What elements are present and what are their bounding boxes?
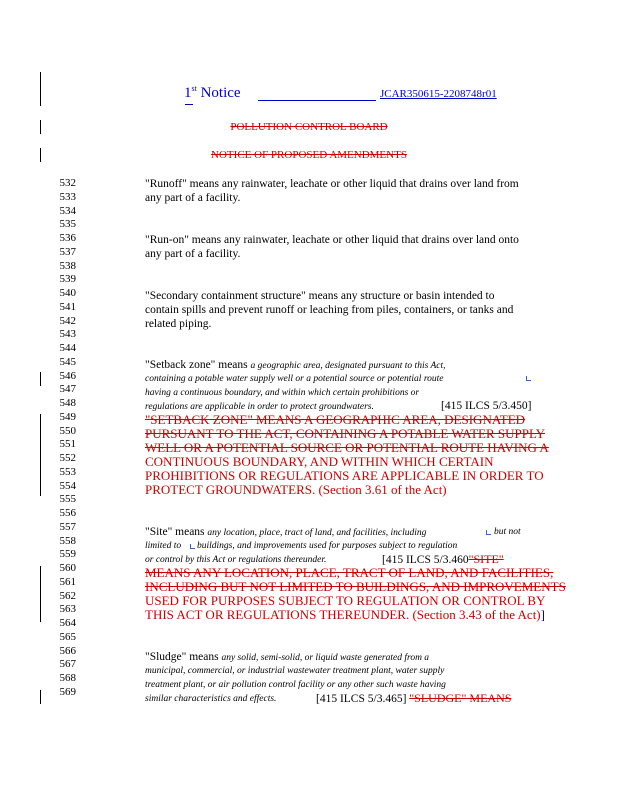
setback-line-1	[145, 358, 446, 373]
line-number: 566	[59, 644, 76, 657]
setback-text-1: CONTINUOUS BOUNDARY, AND WITHIN WHICH CERTAIN	[145, 454, 494, 469]
line-number: 550	[59, 424, 76, 437]
line-number: 535	[59, 218, 76, 231]
site-text-2-body: THIS ACT OR REGULATIONS THEREUNDER. (Section 3.43 of the Act)	[145, 607, 541, 622]
sludge-citation	[316, 691, 511, 706]
runoff-line-1: "Runoff" means any rainwater, leachate or other liquid that drains over land from	[145, 178, 519, 190]
line-number: 534	[59, 204, 76, 217]
sludge-inserted-3: treatment plant, or air pollution control facility or any other such waste having	[145, 680, 446, 690]
revision-mark	[190, 544, 195, 549]
site-inserted-3: or control by this Act or regulations thereunder.	[145, 555, 327, 565]
notice-heading	[184, 84, 241, 102]
line-number: 553	[59, 465, 76, 478]
line-number: 552	[59, 452, 76, 464]
line-number: 539	[59, 273, 76, 286]
revision-mark	[526, 376, 531, 381]
site-text-2	[145, 608, 545, 622]
line-number: 548	[59, 397, 76, 409]
site-inserted-2a: limited to	[145, 541, 182, 551]
sludge-deleted-1: "SLUDGE" MEANS	[409, 691, 512, 705]
setback-inserted-4: regulations are applicable in order to protect groundwaters.	[145, 402, 374, 412]
line-number: 540	[59, 287, 76, 299]
line-number: 543	[59, 328, 76, 341]
setback-deleted-1: "SETBACK ZONE" MEANS A GEOGRAPHIC AREA, DESIGNATED	[145, 412, 526, 427]
runon-line-1: "Run-on" means any rainwater, leachate or other liquid that drains over land onto	[145, 234, 519, 246]
line-number: 561	[59, 575, 76, 588]
notice-word: Notice	[200, 85, 241, 101]
line-number: 557	[59, 520, 76, 533]
site-line-1	[145, 525, 426, 540]
sludge-line-1	[145, 650, 429, 665]
change-bar	[40, 372, 41, 386]
site-inserted-1b: but not	[494, 527, 521, 537]
line-number: 532	[59, 177, 76, 189]
site-citation-text: [415 ILCS 5/3.460	[382, 554, 469, 566]
line-number: 537	[59, 245, 76, 258]
runoff-line-2: any part of a facility.	[145, 192, 241, 204]
line-number: 545	[59, 355, 76, 368]
notice-sup: st	[191, 84, 197, 93]
change-bar	[40, 414, 41, 496]
sludge-inserted-1: any solid, semi-solid, or liquid waste generated from a	[221, 653, 430, 663]
setback-text-3: PROTECT GROUNDWATERS. (Section 3.61 of the Act)	[145, 482, 447, 497]
line-number: 533	[59, 190, 76, 203]
secondary-line-1: "Secondary containment structure" means any structure or basin intended to	[145, 290, 495, 302]
secondary-line-3: related piping.	[145, 318, 212, 330]
header-underline	[185, 104, 193, 105]
line-number: 567	[59, 658, 76, 671]
line-number: 546	[59, 369, 76, 382]
jcar-id: JCAR350615-2208748r01	[380, 88, 497, 100]
line-number: 542	[59, 314, 76, 327]
line-number: 536	[59, 232, 76, 244]
site-deleted-1: MEANS ANY LOCATION, PLACE, TRACT OF LAND, AND FACILITIES,	[145, 565, 554, 580]
setback-term: "Setback zone" means	[145, 359, 251, 371]
notice-title: NOTICE OF PROPOSED AMENDMENTS	[211, 149, 407, 161]
line-number: 562	[59, 589, 76, 602]
line-number: 558	[59, 534, 76, 547]
site-text-1: USED FOR PURPOSES SUBJECT TO REGULATION OR CONTROL BY	[145, 593, 546, 608]
line-number: 559	[59, 548, 76, 561]
site-inserted-1: any location, place, tract of land, and facilities, including	[207, 528, 427, 538]
line-number: 544	[59, 342, 76, 354]
site-deleted-0: "SITE"	[468, 552, 504, 566]
setback-deleted-2: PURSUANT TO THE ACT, CONTAINING A POTABLE WATER SUPPLY	[145, 426, 546, 441]
change-bar	[40, 72, 41, 106]
line-number: 555	[59, 493, 76, 506]
sludge-term: "Sludge" means	[145, 651, 222, 663]
line-number: 569	[59, 685, 76, 698]
setback-inserted-3: having a continuous boundary, and within which certain prohibitions or	[145, 388, 420, 398]
secondary-line-2: contain spills and prevent runoff or leaching from piles, containers, or tanks and	[145, 304, 514, 316]
setback-text-2: PROHIBITIONS OR REGULATIONS ARE APPLICABLE IN ORDER TO	[145, 468, 544, 483]
line-number: 541	[59, 300, 76, 313]
line-number: 568	[59, 672, 76, 684]
notice-number: 1	[184, 85, 192, 101]
sludge-inserted-4: similar characteristics and effects.	[145, 694, 277, 704]
runon-line-2: any part of a facility.	[145, 248, 241, 260]
line-number: 560	[59, 562, 76, 574]
setback-citation: [415 ILCS 5/3.450]	[441, 400, 532, 412]
change-bar	[40, 690, 41, 704]
setback-inserted-1: a geographic area, designated pursuant to this Act,	[250, 361, 446, 371]
sludge-citation-text: [415 ILCS 5/3.465]	[316, 693, 407, 705]
setback-inserted-2: containing a potable water supply well or a potential source or potential route	[145, 374, 444, 384]
setback-deleted-3: WELL OR A POTENTIAL SOURCE OR POTENTIAL ROUTE HAVING A	[145, 440, 549, 455]
site-inserted-2b: buildings, and improvements used for purposes subject to regulation	[197, 541, 458, 551]
line-number: 549	[59, 410, 76, 423]
line-number: 564	[59, 617, 76, 629]
sludge-inserted-2: municipal, commercial, or industrial wastewater treatment plant, water supply	[145, 666, 445, 676]
line-number: 551	[59, 438, 76, 451]
revision-mark	[486, 530, 491, 535]
site-deleted-2: INCLUDING BUT NOT LIMITED TO BUILDINGS, AND IMPROVEMENTS	[145, 579, 566, 594]
line-number: 565	[59, 630, 76, 643]
line-number: 556	[59, 507, 76, 519]
line-number: 547	[59, 383, 76, 396]
line-number: 563	[59, 603, 76, 616]
header-underline	[258, 100, 376, 101]
line-number: 554	[59, 479, 76, 492]
line-number: 538	[59, 259, 76, 272]
site-text-2-end: ]	[540, 607, 545, 622]
agency-board: POLLUTION CONTROL BOARD	[230, 121, 388, 133]
change-bar	[40, 566, 41, 622]
site-term: "Site" means	[145, 526, 208, 538]
